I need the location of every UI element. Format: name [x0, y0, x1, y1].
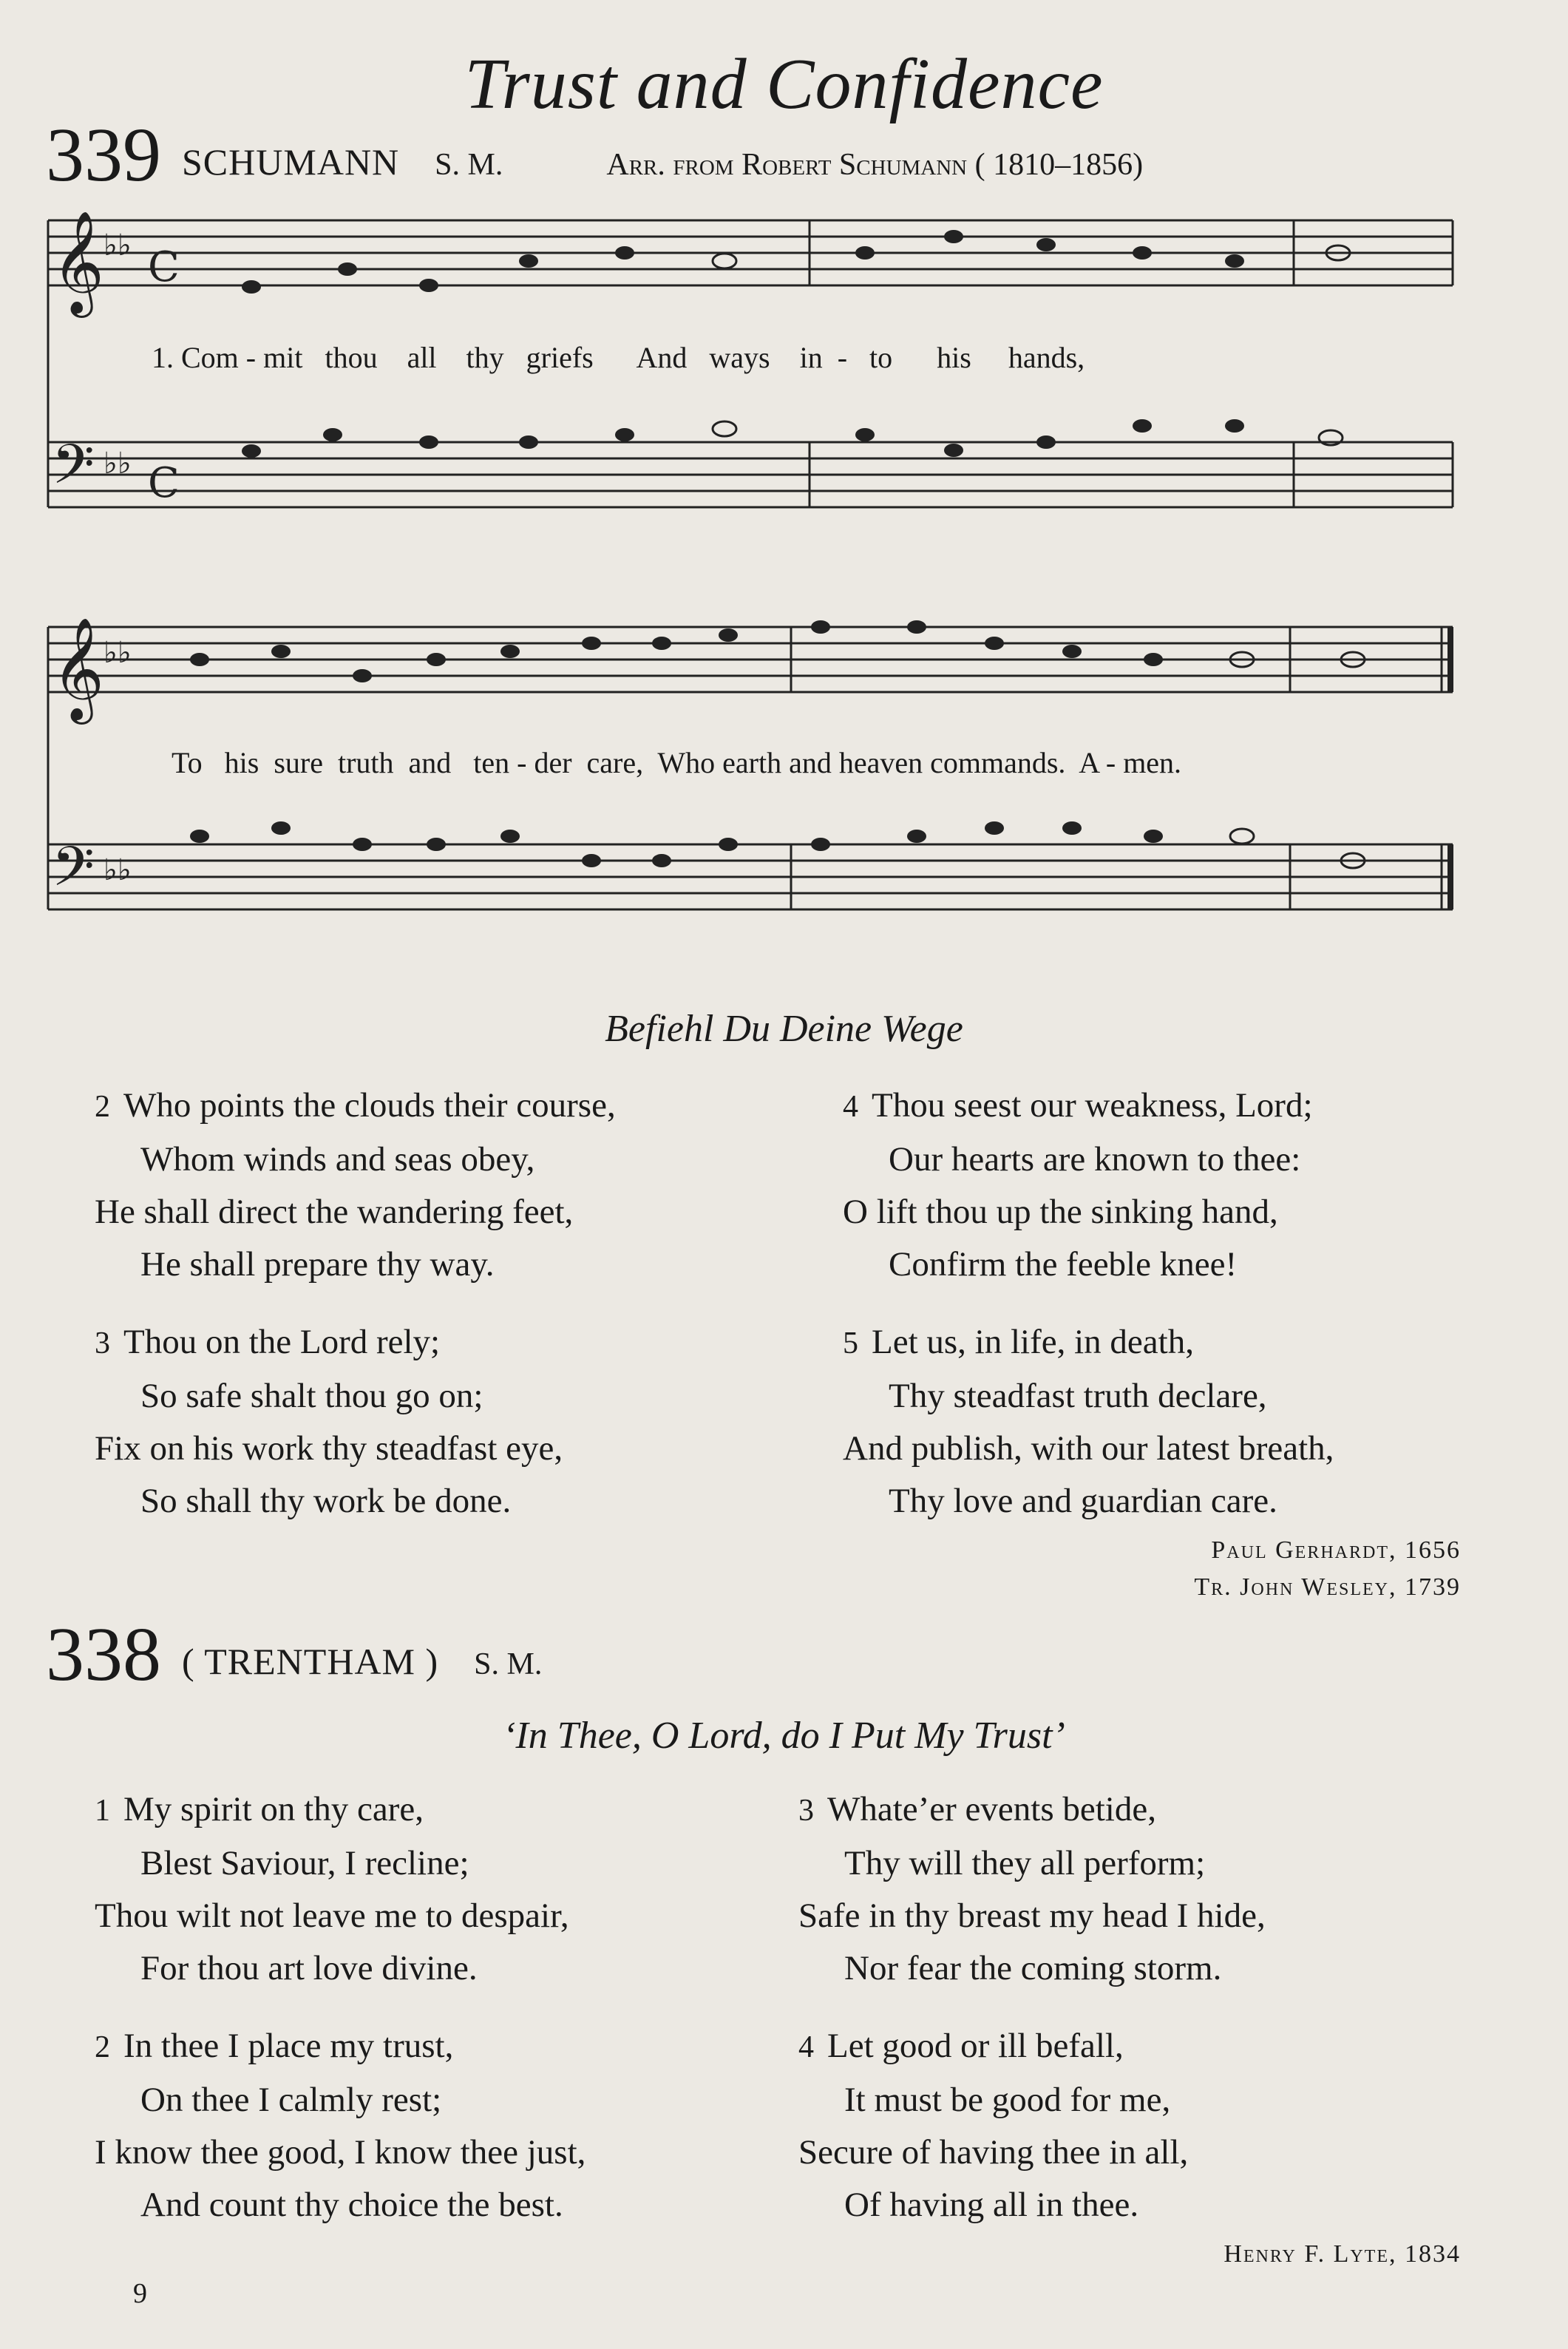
svg-text:♭♭: ♭♭ [103, 636, 132, 670]
treble-staff-2 [48, 627, 1453, 692]
music-score [0, 0, 1568, 961]
verse-3: 3 Thou on the Lord rely; So safe shalt thou go on; Fix on his work thy steadfast eye, So shall thy work be done. [95, 1323, 563, 1520]
bass-staff-2 [48, 844, 1453, 909]
hymn-339-subtitle: Befiehl Du Deine Wege [605, 1008, 963, 1050]
music-lyric-line-2: To his sure truth and ten - der care, Who earth and heaven commands. A - men. [172, 746, 1182, 779]
treble-staff-1 [48, 220, 1453, 285]
treble-clef-icon: 𝄞 [52, 617, 104, 720]
arrangement-credit: Arr. from Robert Schumann ( 1810–1856) [606, 148, 1144, 182]
meter: S. M. [435, 148, 503, 182]
bass-clef-icon: 𝄢 [52, 835, 95, 912]
verse-5: 5 Let us, in life, in death, Thy steadfast truth declare, And publish, with our latest breath, Thy love and guardian care. [843, 1323, 1334, 1520]
hymn-338-credit: Henry F. Lyte, 1834 [1223, 2240, 1461, 2268]
hymn-338-header [46, 1610, 542, 1698]
verse-2: 2 In thee I place my trust, On thee I calmly rest; I know thee good, I know thee just, And count thy choice the best. [95, 2027, 586, 2224]
page-title: Trust and Confidence [464, 44, 1104, 124]
treble-clef-icon: 𝄞 [52, 211, 104, 313]
tune-name: ( TRENTHAM ) [182, 1641, 439, 1682]
svg-text:C: C [148, 459, 180, 507]
meter: S. M. [474, 1647, 543, 1681]
page-number: 9 [133, 2278, 147, 2309]
svg-text:♭♭: ♭♭ [103, 447, 132, 481]
svg-text:♭♭: ♭♭ [103, 853, 132, 887]
hymn-339-credit: Paul Gerhardt, 1656 Tr. John Wesley, 1739 [1194, 1536, 1461, 1601]
verse-3: 3 Whate’er events betide, Thy will they all perform; Safe in thy breast my head I hide, Nor fear the coming storm. [798, 1790, 1266, 1987]
hymn-number: 339 [46, 112, 161, 197]
music-lyric-line-1: 1. Com - mit thou all thy griefs And ways in - to his hands, [152, 341, 1085, 374]
hymn-338-subtitle: ‘In Thee, O Lord, do I Put My Trust’ [503, 1715, 1065, 1757]
svg-text:♭♭: ♭♭ [103, 228, 132, 262]
tune-name: SCHUMANN [182, 141, 400, 183]
svg-text:C: C [148, 243, 180, 291]
verse-1: 1 My spirit on thy care, Blest Saviour, I recline; Thou wilt not leave me to despair, For thou art love divine. [95, 1790, 569, 1987]
verse-4: 4 Thou seest our weakness, Lord; Our hearts are known to thee: O lift thou up the sinking hand, Confirm the feeble knee! [843, 1086, 1313, 1284]
verse-4: 4 Let good or ill befall, It must be good for me, Secure of having thee in all, Of having all in thee. [798, 2027, 1189, 2224]
bass-clef-icon: 𝄢 [52, 433, 95, 510]
verse-2: 2 Who points the clouds their course, Whom winds and seas obey, He shall direct the wandering feet, He shall prepare thy way. [95, 1086, 616, 1284]
hymn-number: 338 [46, 1612, 161, 1697]
